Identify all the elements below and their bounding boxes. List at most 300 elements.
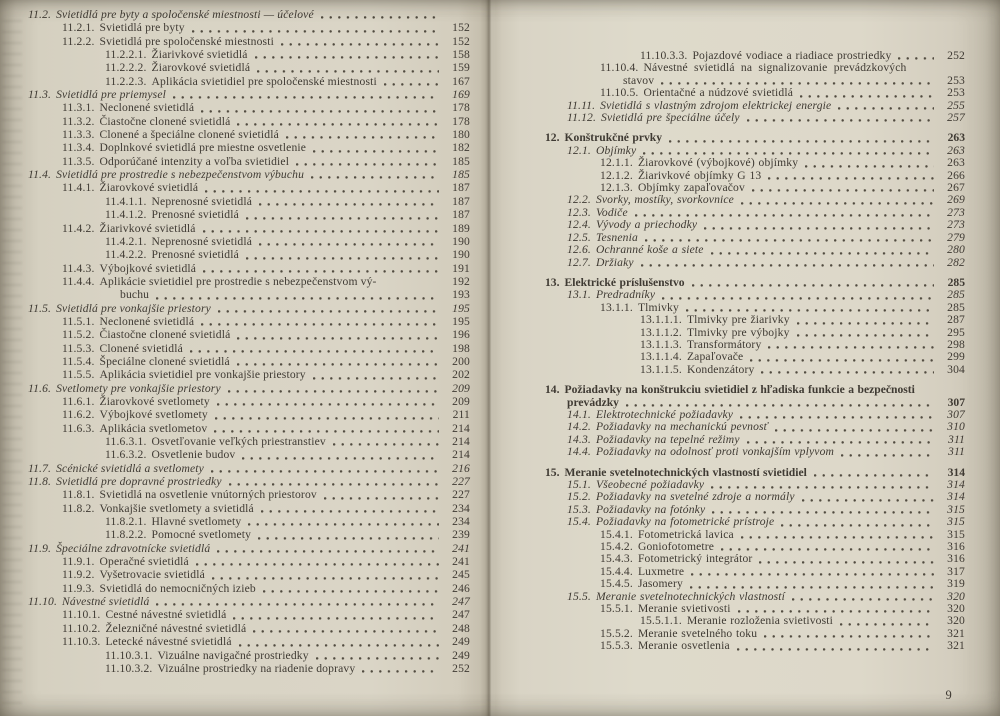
- dot-leader: [239, 644, 439, 647]
- entry-page-number: 214: [452, 448, 470, 462]
- entry-title: Tlmivky pre žiarivky: [686, 313, 790, 327]
- entry-page-number: 227: [452, 475, 470, 489]
- entry-title: Konštrukčné prvky: [564, 131, 663, 145]
- entry-title: Hlavné svetlomety: [151, 515, 242, 529]
- entry-number: 11.10.2.: [62, 621, 101, 635]
- entry-title: Požiadavky na svetelné zdroje a normály: [595, 490, 795, 504]
- entry-number: 11.5.1.: [62, 314, 95, 328]
- dot-leader: [768, 346, 934, 349]
- dot-leader: [156, 603, 439, 606]
- dot-leader: [759, 561, 934, 564]
- dot-leader: [898, 57, 934, 60]
- toc-entry: [28, 502, 470, 515]
- dot-leader: [217, 550, 439, 553]
- entry-title: Svietidlá pre prostredie s nebezpečenstvom výbuchu: [56, 168, 305, 182]
- entry-page-number: 257: [947, 111, 965, 125]
- entry-page-number: 185: [452, 168, 470, 182]
- dot-leader: [768, 177, 934, 180]
- entry-number: 11.8.: [28, 475, 52, 489]
- entry-page-number: 178: [452, 101, 470, 115]
- entry-page-number: 187: [452, 181, 470, 195]
- dot-leader: [797, 334, 934, 337]
- dot-leader: [641, 264, 934, 267]
- dot-leader: [333, 443, 439, 446]
- entry-page-number: 248: [452, 621, 470, 635]
- entry-number: 13.1.1.1.: [640, 313, 682, 327]
- toc-entry: [28, 21, 470, 34]
- entry-number: 11.3.2.: [62, 114, 95, 128]
- toc-entry: [545, 314, 965, 326]
- entry-title: Doplnkové svietidlá pre miestne osvetlenie: [99, 141, 307, 155]
- entry-number: 15.4.2.: [600, 540, 633, 554]
- entry-number: 13.1.: [567, 288, 591, 302]
- entry-title: Aplikácia svetlometov: [99, 421, 208, 435]
- entry-title: Požiadavky na odolnosť proti vonkajším vplyvom: [595, 445, 835, 459]
- entry-number: 11.10.5.: [600, 86, 639, 100]
- entry-title: Pojazdové vodiace a riadiace prostriedky: [692, 49, 892, 62]
- entry-number: 14.2.: [567, 420, 591, 434]
- entry-title: Predradníky: [595, 288, 656, 302]
- toc-entry: [28, 235, 470, 248]
- entry-page-number: 169: [452, 88, 470, 102]
- dot-leader: [296, 163, 439, 166]
- entry-title: Odporúčané intenzity a voľba svietidiel: [99, 154, 290, 168]
- toc-entry: [545, 194, 965, 206]
- entry-title: Aplikácia svietidiel pre vonkajšie priestory: [99, 368, 306, 382]
- dot-leader: [190, 350, 439, 353]
- toc-entry: [28, 222, 470, 235]
- entry-page-number: 285: [947, 275, 965, 289]
- entry-page-number: 299: [947, 350, 965, 364]
- entry-page-number: 211: [452, 408, 470, 422]
- entry-page-number: 191: [452, 261, 470, 275]
- dot-leader: [218, 310, 439, 313]
- entry-number: 11.6.3.: [62, 421, 95, 435]
- toc-entry: [28, 475, 470, 488]
- entry-number: 15.4.4.: [600, 564, 633, 578]
- dot-leader: [321, 16, 441, 19]
- dot-leader: [721, 548, 934, 551]
- entry-title: Kondenzátory: [686, 362, 755, 376]
- page-footer-number: 9: [945, 688, 952, 702]
- entry-number: 11.7.: [28, 461, 52, 475]
- entry-page-number: 196: [452, 328, 470, 342]
- entry-number: 11.10.3.1.: [105, 648, 153, 662]
- entry-title: Meranie svetelného toku: [637, 626, 758, 640]
- entry-number: 15.4.: [567, 515, 591, 529]
- dot-leader: [802, 499, 934, 502]
- entry-page-number: 263: [947, 156, 965, 170]
- dot-leader: [258, 537, 439, 540]
- entry-title: Elektrotechnické požiadavky: [595, 407, 734, 421]
- entry-page-number: 314: [947, 490, 965, 504]
- entry-title: stavov: [623, 73, 655, 87]
- entry-number: 11.5.4.: [62, 354, 95, 368]
- entry-number: 11.10.3.2.: [105, 661, 153, 675]
- entry-title: Svietidlá do nemocničných izieb: [99, 581, 256, 595]
- entry-page-number: 214: [452, 421, 470, 435]
- entry-page-number: 321: [947, 639, 965, 653]
- dot-leader: [173, 96, 439, 99]
- entry-title: Clonené a špeciálne clonené svietidlá: [99, 128, 279, 142]
- dot-leader: [840, 623, 934, 626]
- page-edge-ghost-text: [2, 12, 22, 704]
- entry-page-number: 319: [947, 577, 965, 591]
- entry-number: 11.8.2.1.: [105, 515, 147, 529]
- entry-number: 14.1.: [567, 407, 591, 421]
- dot-leader: [805, 165, 934, 168]
- entry-page-number: 316: [947, 540, 965, 554]
- entry-page-number: 285: [947, 300, 965, 314]
- toc-entry: [545, 339, 965, 351]
- dot-leader: [196, 563, 439, 566]
- toc-entry: [28, 35, 470, 48]
- entry-number: 11.9.1.: [62, 555, 95, 569]
- dot-leader: [740, 416, 934, 419]
- entry-number: 14.3.: [567, 432, 591, 446]
- toc-entry: [28, 88, 470, 101]
- toc-entry: [545, 640, 965, 652]
- entry-title: buchu: [120, 288, 150, 302]
- dot-leader: [246, 257, 439, 260]
- entry-number: 11.10.3.3.: [640, 49, 688, 62]
- toc-entry: [28, 435, 470, 448]
- entry-page-number: 315: [947, 502, 965, 516]
- entry-title: Žiarovkové svetlomety: [99, 394, 210, 408]
- toc-entry: [28, 568, 470, 581]
- entry-title: Svietidlá s vlastným zdrojom elektrickej energie: [600, 98, 832, 112]
- dot-leader: [838, 107, 934, 110]
- entry-page-number: 187: [452, 208, 470, 222]
- entry-page-number: 315: [947, 515, 965, 529]
- entry-page-number: 247: [452, 608, 470, 622]
- entry-number: 13.1.1.: [600, 300, 633, 314]
- entry-title: Meranie rozloženia svietivosti: [686, 614, 834, 628]
- toc-entry: [28, 128, 470, 141]
- entry-title: Neclonené svietidlá: [99, 314, 195, 328]
- entry-number: 11.5.5.: [62, 368, 95, 382]
- entry-page-number: 295: [947, 325, 965, 339]
- entry-number: 11.9.2.: [62, 568, 95, 582]
- entry-title: Neclonené svietidlá: [99, 101, 195, 115]
- dot-leader: [711, 486, 934, 489]
- dot-leader: [686, 309, 934, 312]
- entry-title: Neprenosné svietidlá: [151, 234, 253, 248]
- toc-entry: [545, 578, 965, 590]
- entry-number: 11.4.2.2.: [105, 248, 147, 262]
- entry-title: Požiadavky na konštrukciu svietidiel z hľadiska funkcie a bezpečnosti: [564, 383, 915, 397]
- entry-page-number: 247: [452, 595, 470, 609]
- dot-leader: [643, 152, 934, 155]
- entry-page-number: 241: [452, 555, 470, 569]
- entry-title: Požiadavky na tepelné režimy: [595, 432, 740, 446]
- dot-leader: [203, 270, 439, 273]
- toc-entry: [28, 408, 470, 421]
- entry-title: Aplikácia svietidiel pre spoločenské miestnosti: [151, 74, 377, 88]
- toc-entry: [28, 262, 470, 275]
- toc-entry: [28, 382, 470, 395]
- entry-number: 11.2.1.: [62, 21, 95, 35]
- entry-page-number: 320: [947, 589, 965, 603]
- dot-leader: [237, 337, 439, 340]
- toc-entry: [545, 615, 965, 627]
- entry-page-number: 241: [452, 541, 470, 555]
- toc-entry: [28, 208, 470, 221]
- toc-entry: [545, 364, 965, 376]
- dot-leader: [205, 190, 439, 193]
- entry-number: 11.4.4.: [62, 274, 95, 288]
- entry-title: Požiadavky na fotometrické prístroje: [595, 515, 775, 529]
- entry-title: Žiarovkové (výbojkové) objímky: [637, 156, 799, 170]
- toc-entry: [28, 342, 470, 355]
- entry-page-number: 193: [452, 288, 470, 302]
- entry-page-number: 310: [947, 420, 965, 434]
- entry-number: 15.5.1.: [600, 602, 633, 616]
- toc-entry: [28, 622, 470, 635]
- entry-page-number: 252: [947, 49, 965, 62]
- entry-number: 11.10.: [28, 595, 58, 609]
- toc-entry: [28, 181, 470, 194]
- entry-title: Zapaľovače: [686, 350, 744, 364]
- toc-entry: [545, 446, 965, 458]
- entry-number: 11.10.1.: [62, 608, 101, 622]
- entry-page-number: 202: [452, 368, 470, 382]
- entry-page-number: 178: [452, 114, 470, 128]
- entry-title: Cestné návestné svietidlá: [105, 608, 227, 622]
- dot-leader: [259, 243, 439, 246]
- entry-page-number: 320: [947, 602, 965, 616]
- entry-title: Návestné svietidlá: [62, 595, 150, 609]
- dot-leader: [281, 43, 439, 46]
- entry-title: Scénické svietidlá a svetlomety: [56, 461, 204, 475]
- dot-leader: [316, 657, 439, 660]
- entry-title: Vizuálne prostriedky na riadenie dopravy: [157, 661, 356, 675]
- entry-title: Osvetľovanie veľkých priestranstiev: [151, 435, 326, 448]
- dot-leader: [750, 359, 934, 362]
- dot-leader: [781, 524, 934, 527]
- entry-number: 12.7.: [567, 255, 591, 269]
- toc-entry: [545, 62, 965, 74]
- entry-title: Svietidlá pre vonkajšie priestory: [56, 301, 211, 315]
- entry-number: 13.1.1.3.: [640, 337, 682, 351]
- entry-title: Meranie svietivosti: [637, 602, 731, 616]
- entry-title: Požiadavky na fotónky: [595, 502, 706, 516]
- dot-leader: [662, 297, 934, 300]
- entry-title: Požiadavky na mechanickú pevnosť: [595, 420, 769, 434]
- toc-entry: [545, 553, 965, 565]
- toc-entry: [28, 302, 470, 315]
- entry-page-number: 158: [452, 48, 470, 62]
- entry-number: 11.2.2.2.: [105, 61, 147, 75]
- entry-title: Žiarivkové svietidlá: [99, 221, 196, 235]
- toc-entry: [28, 168, 470, 181]
- entry-number: 15.4.5.: [600, 577, 633, 591]
- entry-page-number: 266: [947, 168, 965, 182]
- entry-page-number: 280: [947, 243, 965, 257]
- entry-title: Pomocné svetlomety: [151, 528, 252, 542]
- entry-number: 12.1.3.: [600, 181, 633, 195]
- toc-entry: [545, 87, 965, 99]
- entry-page-number: 267: [947, 181, 965, 195]
- entry-number: 11.5.: [28, 301, 52, 315]
- entry-number: 11.4.1.2.: [105, 208, 147, 222]
- dot-leader: [192, 30, 439, 33]
- entry-number: 13.1.1.2.: [640, 325, 682, 339]
- entry-page-number: 311: [948, 445, 965, 459]
- entry-page-number: 269: [947, 193, 965, 207]
- entry-page-number: 234: [452, 501, 470, 515]
- entry-page-number: 273: [947, 218, 965, 232]
- dot-leader: [313, 377, 439, 380]
- toc-entry: [28, 488, 470, 501]
- entry-page-number: 253: [947, 86, 965, 100]
- entry-title: Všeobecné požiadavky: [595, 478, 705, 491]
- dot-leader: [229, 483, 439, 486]
- entry-number: 15.: [545, 465, 560, 479]
- entry-title: Objímky: [595, 143, 637, 157]
- entry-title: Goniofotometre: [637, 540, 715, 554]
- dot-leader: [228, 390, 439, 393]
- entry-title: Svietidlá pre špeciálne účely: [601, 111, 740, 125]
- entry-number: 11.8.1.: [62, 488, 95, 502]
- entry-page-number: 263: [947, 143, 965, 157]
- dot-leader: [313, 150, 439, 153]
- dot-leader: [201, 110, 439, 113]
- entry-page-number: 307: [947, 407, 965, 421]
- entry-title: Luxmetre: [637, 564, 685, 578]
- entry-number: 12.2.: [567, 193, 591, 207]
- toc-entry: [545, 219, 965, 231]
- entry-title: Držiaky: [595, 255, 634, 269]
- entry-title: Letecké návestné svietidlá: [105, 635, 232, 649]
- entry-title: Prenosné svietidlá: [151, 208, 239, 222]
- dot-leader: [797, 322, 934, 325]
- dot-leader: [738, 610, 934, 613]
- toc-entry: [28, 288, 470, 301]
- left-page: [28, 8, 470, 675]
- entry-title: Fotometrická lavica: [637, 527, 734, 541]
- entry-title: Osvetlenie budov: [151, 448, 236, 462]
- entry-page-number: 314: [947, 465, 965, 479]
- entry-page-number: 159: [452, 61, 470, 75]
- entry-number: 11.6.3.2.: [105, 448, 147, 462]
- entry-number: 13.: [545, 275, 560, 289]
- entry-title: Svietidlá pre byty a spoločenské miestnosti — účelové: [56, 8, 314, 21]
- entry-title: Operačné svietidlá: [99, 555, 189, 569]
- dot-leader: [645, 239, 934, 242]
- entry-number: 14.: [545, 383, 560, 397]
- entry-number: 12.: [545, 131, 560, 145]
- entry-number: 11.3.1.: [62, 101, 95, 115]
- entry-page-number: 190: [452, 248, 470, 262]
- entry-title: Návestné svietidlá na signalizovanie prevádzkových: [643, 61, 907, 75]
- entry-number: 11.4.2.: [62, 221, 95, 235]
- dot-leader: [775, 429, 934, 432]
- right-page: [545, 49, 965, 702]
- toc-entry: [28, 662, 470, 675]
- dot-leader: [324, 497, 439, 500]
- toc-entry: [545, 289, 965, 301]
- entry-page-number: 198: [452, 341, 470, 355]
- toc-entry: [28, 101, 470, 114]
- toc-entry: [28, 542, 470, 555]
- entry-page-number: 287: [947, 313, 965, 327]
- toc-entry: [28, 155, 470, 168]
- entry-page-number: 314: [947, 478, 965, 491]
- dot-leader: [261, 510, 439, 513]
- entry-title: Tesnenia: [595, 230, 638, 244]
- entry-number: 11.3.3.: [62, 128, 95, 142]
- dot-leader: [201, 323, 439, 326]
- toc-entry: [28, 608, 470, 621]
- dot-leader: [711, 252, 934, 255]
- entry-title: Meranie osvetlenia: [637, 639, 730, 653]
- entry-title: Vodiče: [595, 205, 628, 219]
- entry-page-number: 195: [452, 314, 470, 328]
- entry-number: 12.1.1.: [600, 156, 633, 170]
- entry-number: 11.2.2.: [62, 34, 95, 48]
- dot-leader: [259, 203, 439, 206]
- entry-number: 14.4.: [567, 445, 591, 459]
- dot-leader: [661, 82, 934, 85]
- entry-number: 12.6.: [567, 243, 591, 257]
- entry-title: Meranie svetelnotechnických vlastností: [595, 589, 786, 603]
- entry-page-number: 227: [452, 488, 470, 502]
- entry-number: 11.9.3.: [62, 581, 95, 595]
- entry-page-number: 298: [947, 337, 965, 351]
- toc-entry: [28, 462, 470, 475]
- toc-entry: [545, 157, 965, 169]
- entry-page-number: 255: [947, 98, 965, 112]
- entry-number: 12.1.2.: [600, 168, 633, 182]
- toc-entry: [28, 61, 470, 74]
- entry-number: 11.8.2.: [62, 501, 95, 515]
- entry-title: prevádzky: [567, 395, 619, 409]
- dot-leader: [814, 474, 934, 477]
- entry-page-number: 246: [452, 581, 470, 595]
- entry-page-number: 189: [452, 221, 470, 235]
- toc-entry: [28, 635, 470, 648]
- entry-title: Prenosné svietidlá: [151, 248, 239, 262]
- entry-number: 12.1.: [567, 143, 591, 157]
- entry-title: Svietidlá pre dopravné prostriedky: [56, 475, 222, 489]
- entry-number: 15.5.1.1.: [640, 614, 682, 628]
- entry-title: Žiarovkové svietidlá: [99, 181, 199, 195]
- entry-number: 11.4.: [28, 168, 52, 182]
- entry-title: Clonené svietidlá: [99, 341, 183, 355]
- dot-leader: [690, 586, 934, 589]
- entry-page-number: 307: [947, 395, 965, 409]
- entry-page-number: 214: [452, 435, 470, 448]
- entry-title: Čiastočne clonené svietidlá: [99, 328, 231, 342]
- entry-number: 11.2.: [28, 8, 52, 21]
- entry-page-number: 200: [452, 354, 470, 368]
- entry-title: Vyšetrovacie svietidlá: [99, 568, 205, 582]
- entry-number: 11.8.2.2.: [105, 528, 147, 542]
- dot-leader: [741, 202, 934, 205]
- toc-entry: [545, 384, 965, 396]
- entry-page-number: 167: [452, 74, 470, 88]
- entry-number: 11.11.: [567, 98, 596, 112]
- dot-leader: [800, 95, 934, 98]
- entry-title: Žiarivkové svietidlá: [151, 48, 248, 62]
- entry-number: 15.3.: [567, 502, 591, 516]
- toc-entry: [28, 582, 470, 595]
- toc-entry: [28, 649, 470, 662]
- entry-page-number: 263: [947, 131, 965, 145]
- toc-entry: [545, 351, 965, 363]
- entry-page-number: 180: [452, 128, 470, 142]
